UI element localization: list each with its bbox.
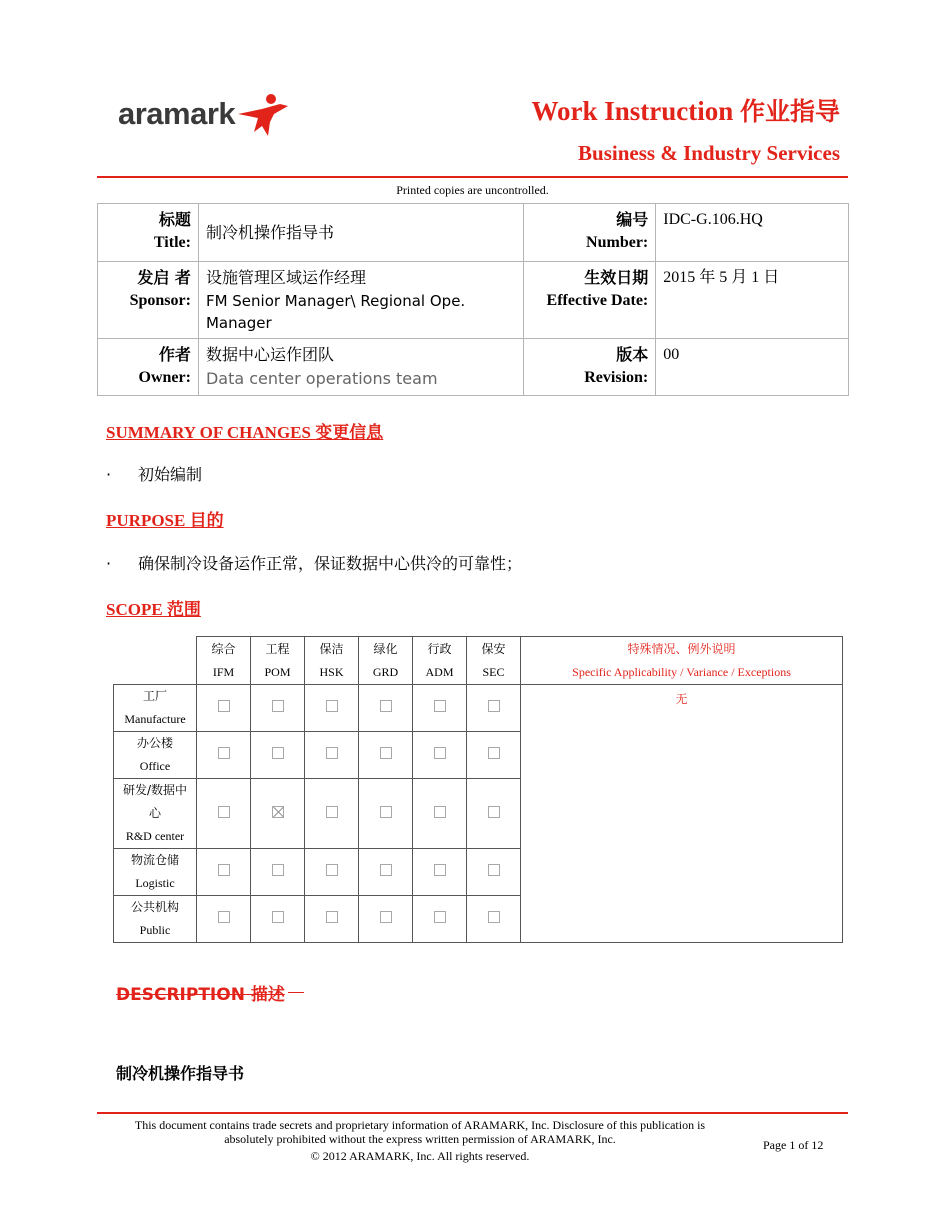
bullet-dot: · bbox=[106, 465, 112, 484]
scope-cell bbox=[251, 685, 305, 732]
revision-label-cn: 版本 bbox=[616, 345, 649, 364]
scope-cell bbox=[305, 685, 359, 732]
scope-title-en: SCOPE bbox=[106, 600, 163, 619]
division-subtitle: Business & Industry Services bbox=[578, 141, 840, 165]
checkbox[interactable] bbox=[272, 747, 284, 759]
sponsor-label bbox=[98, 262, 199, 339]
checkbox[interactable] bbox=[380, 911, 392, 923]
title-en: Work Instruction bbox=[531, 96, 734, 126]
bullet-dot: · bbox=[106, 554, 112, 573]
checkbox[interactable] bbox=[380, 747, 392, 759]
scope-cell bbox=[197, 896, 251, 943]
checkbox[interactable] bbox=[488, 911, 500, 923]
scope-row-label bbox=[114, 779, 197, 849]
scope-cell bbox=[305, 779, 359, 849]
footer-legal bbox=[97, 1118, 743, 1163]
scope-cell bbox=[359, 732, 413, 779]
title-label bbox=[98, 204, 199, 262]
column-label-en: IFM bbox=[212, 664, 235, 679]
number-label bbox=[524, 204, 656, 262]
scope-col-adm bbox=[413, 637, 467, 685]
row-label-en: Office bbox=[139, 759, 171, 773]
checkbox[interactable] bbox=[272, 700, 284, 712]
sponsor-value-en: FM Senior Manager\ Regional Ope. Manager bbox=[205, 292, 466, 332]
number-label-cn: 编号 bbox=[616, 210, 649, 229]
checkbox[interactable] bbox=[326, 864, 338, 876]
owner-value-en: Data center operations team bbox=[205, 369, 438, 388]
checked-checkbox[interactable] bbox=[272, 806, 284, 818]
content-subheading: 制冷机操作指导书 bbox=[116, 1064, 245, 1083]
checkbox[interactable] bbox=[488, 747, 500, 759]
scope-cell bbox=[467, 896, 521, 943]
checkbox[interactable] bbox=[434, 911, 446, 923]
scope-row-label bbox=[114, 732, 197, 779]
scope-title-cn: 范围 bbox=[166, 600, 201, 620]
table-row bbox=[114, 685, 843, 732]
scope-cell bbox=[197, 685, 251, 732]
scope-cell bbox=[251, 849, 305, 896]
checkbox[interactable] bbox=[326, 806, 338, 818]
section-heading-scope bbox=[106, 595, 201, 620]
scope-cell bbox=[305, 896, 359, 943]
checkbox[interactable] bbox=[218, 747, 230, 759]
scope-cell bbox=[359, 849, 413, 896]
sponsor-value-cn: 设施管理区域运作经理 bbox=[205, 268, 366, 287]
scope-cell bbox=[359, 779, 413, 849]
column-label-en: GRD bbox=[372, 664, 399, 679]
column-label-en: POM bbox=[264, 664, 291, 679]
row-label-cn-cont: 心 bbox=[148, 806, 161, 820]
title-value: 制冷机操作指导书 bbox=[198, 204, 523, 262]
scope-cell bbox=[197, 779, 251, 849]
checkbox[interactable] bbox=[488, 700, 500, 712]
page-number: Page 1 of 12 bbox=[763, 1138, 824, 1152]
title-label-cn: 标题 bbox=[158, 210, 191, 229]
checkbox[interactable] bbox=[488, 864, 500, 876]
column-label-en: HSK bbox=[319, 664, 344, 679]
scope-cell bbox=[197, 732, 251, 779]
row-label-cn: 物流仓储 bbox=[130, 853, 179, 867]
column-label-cn: 保安 bbox=[481, 641, 506, 656]
starperson-icon bbox=[234, 92, 290, 138]
scope-cell bbox=[251, 779, 305, 849]
document-info-table bbox=[97, 203, 849, 396]
row-label-en: Manufacture bbox=[124, 712, 186, 726]
scope-cell bbox=[413, 779, 467, 849]
section-heading-changes bbox=[106, 418, 383, 443]
scope-cell bbox=[467, 849, 521, 896]
footer-legal-line1: This document contains trade secrets and proprietary information of ARAMARK, Inc. Disclosure of this publication is bbox=[134, 1118, 706, 1132]
scope-cell bbox=[359, 685, 413, 732]
row-label-cn: 办公楼 bbox=[136, 736, 173, 750]
checkbox[interactable] bbox=[326, 747, 338, 759]
scope-cell bbox=[359, 896, 413, 943]
column-label-en: SEC bbox=[482, 664, 505, 679]
row-label-en: Logistic bbox=[135, 876, 175, 890]
column-label-cn: 工程 bbox=[265, 641, 290, 656]
logo-wordmark: aramark bbox=[118, 96, 236, 131]
exceptions-value: 无 bbox=[521, 685, 843, 943]
sponsor-value bbox=[198, 262, 523, 339]
checkbox[interactable] bbox=[272, 911, 284, 923]
title-label-en: Title: bbox=[153, 234, 191, 251]
checkbox[interactable] bbox=[218, 806, 230, 818]
scope-row-label bbox=[114, 849, 197, 896]
revision-label bbox=[524, 339, 656, 396]
row-label-cn: 研发/数据中 bbox=[122, 783, 188, 797]
number-label-en: Number: bbox=[586, 234, 649, 251]
row-label-en: R&D center bbox=[125, 829, 185, 843]
scope-col-pom bbox=[251, 637, 305, 685]
scope-cell bbox=[251, 732, 305, 779]
effective-date-label-en: Effective Date: bbox=[546, 292, 649, 309]
checkbox[interactable] bbox=[272, 864, 284, 876]
purpose-title-cn: 目的 bbox=[189, 511, 224, 531]
header-divider bbox=[97, 176, 848, 178]
scope-cell bbox=[197, 849, 251, 896]
checkbox[interactable] bbox=[326, 700, 338, 712]
checkbox[interactable] bbox=[218, 911, 230, 923]
uncontrolled-notice: Printed copies are uncontrolled. bbox=[396, 183, 549, 197]
scope-cell bbox=[251, 896, 305, 943]
section-heading-description: DESCRIPTION 描述 bbox=[116, 985, 285, 1005]
number-value: IDC-G.106.HQ bbox=[656, 204, 849, 262]
checkbox[interactable] bbox=[326, 911, 338, 923]
owner-label-cn: 作者 bbox=[158, 345, 191, 364]
changes-title-en: SUMMARY OF CHANGES bbox=[106, 423, 311, 442]
checkbox[interactable] bbox=[488, 806, 500, 818]
scope-row-label bbox=[114, 896, 197, 943]
scope-cell bbox=[467, 779, 521, 849]
row-label-cn: 工厂 bbox=[142, 689, 167, 703]
scope-cell bbox=[305, 849, 359, 896]
column-label-cn: 综合 bbox=[211, 641, 236, 656]
list-item-text: 初始编制 bbox=[138, 465, 203, 484]
aramark-logo bbox=[118, 94, 288, 140]
footer-legal-line2: absolutely prohibited without the express written permission of ARAMARK, Inc. bbox=[224, 1132, 616, 1146]
checkbox[interactable] bbox=[380, 864, 392, 876]
scope-col-ifm bbox=[197, 637, 251, 685]
owner-value bbox=[198, 339, 523, 396]
owner-label-en: Owner: bbox=[138, 369, 191, 386]
effective-date-label-cn: 生效日期 bbox=[584, 268, 649, 287]
changes-title-cn: 变更信息 bbox=[315, 423, 384, 443]
scope-cell bbox=[467, 685, 521, 732]
checkbox[interactable] bbox=[380, 700, 392, 712]
column-label-en: ADM bbox=[425, 664, 454, 679]
revision-label-en: Revision: bbox=[584, 369, 649, 386]
scope-corner-cell bbox=[114, 637, 197, 685]
document-type-title bbox=[531, 92, 840, 128]
scope-cell bbox=[305, 732, 359, 779]
sponsor-label-cn: 发启 者 bbox=[137, 268, 191, 287]
scope-col-hsk bbox=[305, 637, 359, 685]
purpose-title-en: PURPOSE bbox=[106, 511, 186, 530]
scope-cell bbox=[467, 732, 521, 779]
scope-cell bbox=[413, 896, 467, 943]
checkbox[interactable] bbox=[380, 806, 392, 818]
effective-date-value: 2015 年 5 月 1 日 bbox=[656, 262, 849, 339]
column-label-en: Specific Applicability / Variance / Exceptions bbox=[572, 664, 791, 679]
list-item-text: 确保制冷设备运作正常，保证数据中心供冷的可靠性； bbox=[138, 554, 523, 573]
description-trailing-rule bbox=[288, 992, 304, 993]
title-cn: 作业指导 bbox=[739, 97, 840, 126]
effective-date-label bbox=[524, 262, 656, 339]
column-label-cn: 特殊情况、例外说明 bbox=[627, 641, 736, 656]
owner-label bbox=[98, 339, 199, 396]
list-item bbox=[106, 462, 202, 485]
scope-col-grd bbox=[359, 637, 413, 685]
footer-copyright: © 2012 ARAMARK, Inc. All rights reserved. bbox=[310, 1149, 530, 1163]
footer-divider bbox=[97, 1112, 848, 1114]
sponsor-label-en: Sponsor: bbox=[129, 292, 191, 309]
revision-value: 00 bbox=[656, 339, 849, 396]
owner-value-cn: 数据中心运作团队 bbox=[205, 345, 334, 364]
checkbox[interactable] bbox=[218, 700, 230, 712]
row-label-en: Public bbox=[139, 923, 171, 937]
checkbox[interactable] bbox=[434, 864, 446, 876]
checkbox[interactable] bbox=[434, 806, 446, 818]
scope-matrix-table bbox=[113, 636, 843, 943]
section-heading-purpose bbox=[106, 506, 224, 531]
scope-cell bbox=[413, 732, 467, 779]
checkbox[interactable] bbox=[434, 700, 446, 712]
checkbox[interactable] bbox=[218, 864, 230, 876]
scope-col-exceptions bbox=[521, 637, 843, 685]
scope-row-label bbox=[114, 685, 197, 732]
list-item bbox=[106, 551, 522, 574]
scope-cell bbox=[413, 849, 467, 896]
column-label-cn: 行政 bbox=[427, 641, 452, 656]
column-label-cn: 保洁 bbox=[319, 641, 344, 656]
scope-col-sec bbox=[467, 637, 521, 685]
scope-cell bbox=[413, 685, 467, 732]
column-label-cn: 绿化 bbox=[373, 641, 398, 656]
row-label-cn: 公共机构 bbox=[130, 900, 179, 914]
checkbox[interactable] bbox=[434, 747, 446, 759]
